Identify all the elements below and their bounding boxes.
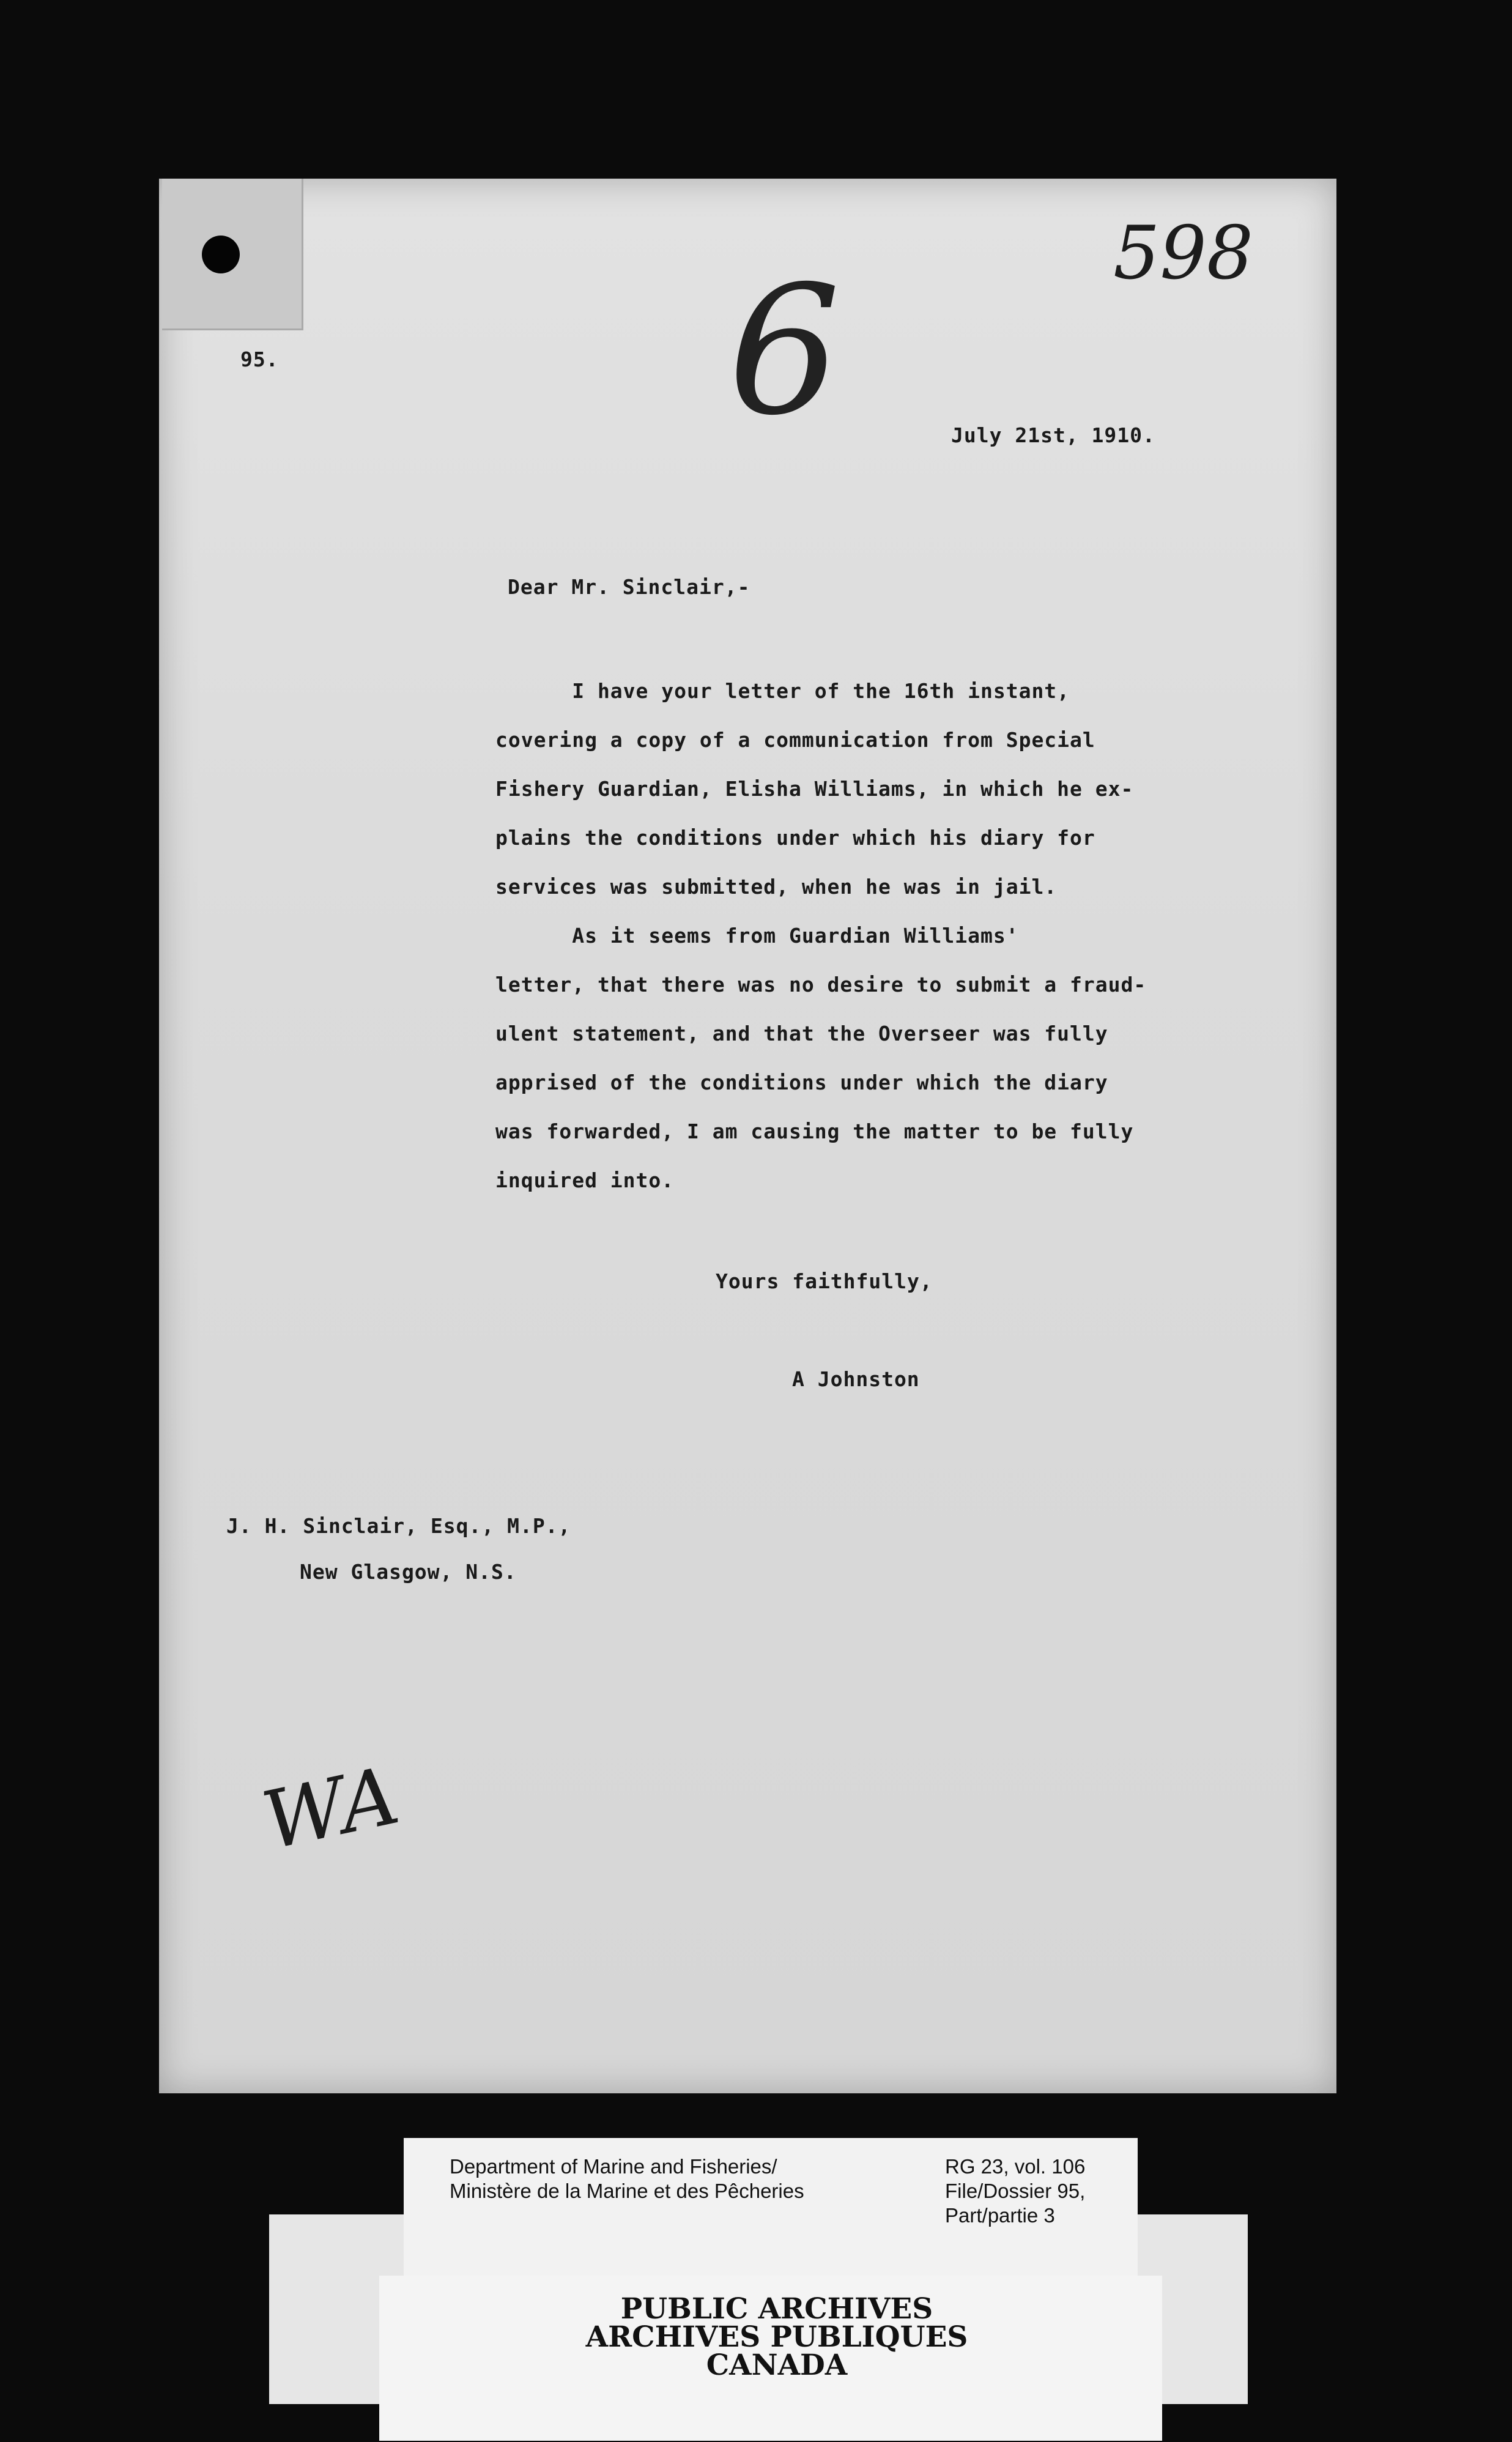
department-english: Department of Marine and Fisheries/ bbox=[450, 2155, 777, 2178]
letter-body-line: services was submitted, when he was in jail. bbox=[495, 875, 1058, 899]
letter-body-line: inquired into. bbox=[495, 1168, 675, 1192]
letter-body-line: I have your letter of the 16th instant, bbox=[495, 679, 1070, 703]
margin-mark: 6 bbox=[728, 248, 841, 455]
reference-line-3: Part/partie 3 bbox=[945, 2204, 1055, 2227]
letter-body-line: was forwarded, I am causing the matter to be fully bbox=[495, 1119, 1134, 1143]
recipient-line-1: J. H. Sinclair, Esq., M.P., bbox=[226, 1514, 571, 1538]
letter-body-line: plains the conditions under which his diary for bbox=[495, 826, 1095, 850]
archives-stamp-line-2: ARCHIVES PUBLIQUES bbox=[585, 2320, 968, 2354]
closing: Yours faithfully, bbox=[716, 1269, 933, 1293]
recipient-line-2: New Glasgow, N.S. bbox=[300, 1560, 517, 1584]
letter-body-line: ulent statement, and that the Overseer was fully bbox=[495, 1022, 1108, 1045]
handwritten-initials: WA bbox=[254, 1748, 407, 1868]
letter-body bbox=[495, 667, 1146, 1205]
file-number: 95. bbox=[240, 347, 279, 371]
letter-body-line: letter, that there was no desire to submit a fraud- bbox=[495, 973, 1147, 996]
salutation: Dear Mr. Sinclair,- bbox=[508, 575, 750, 599]
department-french: Ministère de la Marine et des Pêcheries bbox=[450, 2180, 804, 2202]
signature: A Johnston bbox=[792, 1367, 920, 1391]
reference-line-1: RG 23, vol. 106 bbox=[945, 2155, 1086, 2178]
letter-body-line: covering a copy of a communication from Special bbox=[495, 728, 1095, 752]
archives-stamp-line-3: CANADA bbox=[706, 2348, 848, 2382]
letter-body-line: Fishery Guardian, Elisha Williams, in which he ex- bbox=[495, 777, 1134, 801]
letter-body-line: As it seems from Guardian Williams' bbox=[495, 924, 1019, 948]
letter-date: July 21st, 1910. bbox=[951, 423, 1155, 447]
archives-stamp-line-1: PUBLIC ARCHIVES bbox=[620, 2292, 933, 2326]
letter-body-line: apprised of the conditions under which the diary bbox=[495, 1071, 1108, 1094]
stamped-number: 598 bbox=[1113, 211, 1254, 296]
punch-hole bbox=[202, 236, 240, 273]
reference-line-2: File/Dossier 95, bbox=[945, 2180, 1086, 2202]
